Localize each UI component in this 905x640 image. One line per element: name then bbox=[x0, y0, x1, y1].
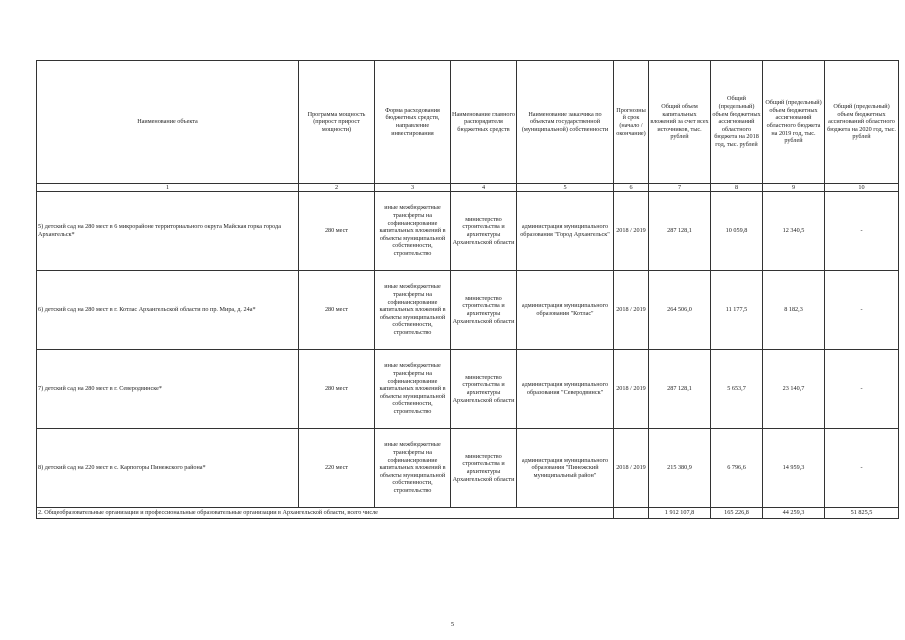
y2020-cell: - bbox=[825, 192, 899, 271]
form-cell: иные межбюджетные трансферты на софинансирование капитальных вложений в объекты муниципальной собственности, строительство bbox=[375, 271, 451, 350]
column-number: 9 bbox=[763, 184, 825, 192]
capacity-cell: 280 мест bbox=[299, 271, 375, 350]
header-form: Форма расходования бюджетных средств, направление инвестирования bbox=[375, 61, 451, 184]
page-number: 5 bbox=[450, 621, 455, 628]
y2018-cell: 6 796,6 bbox=[711, 429, 763, 508]
investment-table bbox=[36, 60, 899, 519]
column-number: 7 bbox=[649, 184, 711, 192]
y2018-cell: 11 177,5 bbox=[711, 271, 763, 350]
form-cell: иные межбюджетные трансферты на софинансирование капитальных вложений в объекты муниципальной собственности, строительство bbox=[375, 350, 451, 429]
header-2018: Общий (предельный) объем бюджетных ассигнований областного бюджета на 2018 год, тыс. рублей bbox=[711, 61, 763, 184]
column-number: 3 bbox=[375, 184, 451, 192]
manager-cell: министерство строительства и архитектуры Архангельской области bbox=[451, 350, 517, 429]
column-number: 4 bbox=[451, 184, 517, 192]
customer-cell: администрация муниципального образования "Город Архангельск" bbox=[517, 192, 614, 271]
header-capacity: Программа мощность (прирост прирост мощности) bbox=[299, 61, 375, 184]
summary-row bbox=[37, 508, 899, 519]
customer-cell: администрация муниципального образования "Пинежский муниципальный район" bbox=[517, 429, 614, 508]
summary-2018: 165 226,8 bbox=[711, 508, 763, 519]
object-name: 8) детский сад на 220 мест в с. Карпогоры Пинежского района* bbox=[37, 429, 299, 508]
column-number: 2 bbox=[299, 184, 375, 192]
y2019-cell: 14 959,3 bbox=[763, 429, 825, 508]
summary-2020: 51 825,5 bbox=[825, 508, 899, 519]
term-cell: 2018 / 2019 bbox=[614, 429, 649, 508]
table-row bbox=[37, 429, 899, 508]
total-cell: 287 128,1 bbox=[649, 350, 711, 429]
column-number: 10 bbox=[825, 184, 899, 192]
manager-cell: министерство строительства и архитектуры Архангельской области bbox=[451, 271, 517, 350]
column-number: 8 bbox=[711, 184, 763, 192]
header-2020: Общий (предельный) объем бюджетных ассигнований областного бюджета на 2020 год, тыс. рублей bbox=[825, 61, 899, 184]
header-total: Общий объем капитальных вложений за счет всех источников, тыс. рублей bbox=[649, 61, 711, 184]
term-cell: 2018 / 2019 bbox=[614, 271, 649, 350]
term-cell: 2018 / 2019 bbox=[614, 192, 649, 271]
object-name: 6) детский сад на 280 мест в г. Котлас Архангельской области по пр. Мира, д. 24а* bbox=[37, 271, 299, 350]
customer-cell: администрация муниципального образования "Котлас" bbox=[517, 271, 614, 350]
object-name: 7) детский сад на 280 мест в г. Северодвинске* bbox=[37, 350, 299, 429]
summary-label: 2. Общеобразовательные организации и профессиональные образовательные организации в Архангельской области, всего числе bbox=[37, 508, 614, 519]
manager-cell: министерство строительства и архитектуры Архангельской области bbox=[451, 192, 517, 271]
header-term: Прогнозный срок (начало / окончание) bbox=[614, 61, 649, 184]
summary-total: 1 912 107,8 bbox=[649, 508, 711, 519]
header-manager: Наименование главного распорядителя бюджетных средств bbox=[451, 61, 517, 184]
capacity-cell: 280 мест bbox=[299, 350, 375, 429]
header-row bbox=[37, 61, 899, 184]
total-cell: 215 380,9 bbox=[649, 429, 711, 508]
table-row bbox=[37, 350, 899, 429]
total-cell: 287 128,1 bbox=[649, 192, 711, 271]
capacity-cell: 280 мест bbox=[299, 192, 375, 271]
summary-2019: 44 259,3 bbox=[763, 508, 825, 519]
column-number: 6 bbox=[614, 184, 649, 192]
y2019-cell: 12 340,5 bbox=[763, 192, 825, 271]
y2020-cell: - bbox=[825, 429, 899, 508]
summary-term-cell bbox=[614, 508, 649, 519]
y2019-cell: 23 140,7 bbox=[763, 350, 825, 429]
form-cell: иные межбюджетные трансферты на софинансирование капитальных вложений в объекты муниципальной собственности, строительство bbox=[375, 192, 451, 271]
y2019-cell: 8 182,3 bbox=[763, 271, 825, 350]
header-2019: Общий (предельный) объем бюджетных ассигнований областного бюджета на 2019 год, тыс. рублей bbox=[763, 61, 825, 184]
total-cell: 264 506,0 bbox=[649, 271, 711, 350]
column-number-row bbox=[37, 184, 899, 192]
capacity-cell: 220 мест bbox=[299, 429, 375, 508]
table-row bbox=[37, 271, 899, 350]
column-number: 1 bbox=[37, 184, 299, 192]
object-name: 5) детский сад на 280 мест в 6 микрорайоне территориального округа Майская горка города Архангельск* bbox=[37, 192, 299, 271]
table-row bbox=[37, 192, 899, 271]
customer-cell: администрация муниципального образования "Северодвинск" bbox=[517, 350, 614, 429]
y2020-cell: - bbox=[825, 350, 899, 429]
term-cell: 2018 / 2019 bbox=[614, 350, 649, 429]
column-number: 5 bbox=[517, 184, 614, 192]
form-cell: иные межбюджетные трансферты на софинансирование капитальных вложений в объекты муниципальной собственности, строительство bbox=[375, 429, 451, 508]
y2018-cell: 10 059,8 bbox=[711, 192, 763, 271]
y2020-cell: - bbox=[825, 271, 899, 350]
y2018-cell: 5 653,7 bbox=[711, 350, 763, 429]
header-customer: Наименование заказчика по объектам государственной (муниципальной) собственности bbox=[517, 61, 614, 184]
manager-cell: министерство строительства и архитектуры Архангельской области bbox=[451, 429, 517, 508]
header-name: Наименование объекта bbox=[37, 61, 299, 184]
